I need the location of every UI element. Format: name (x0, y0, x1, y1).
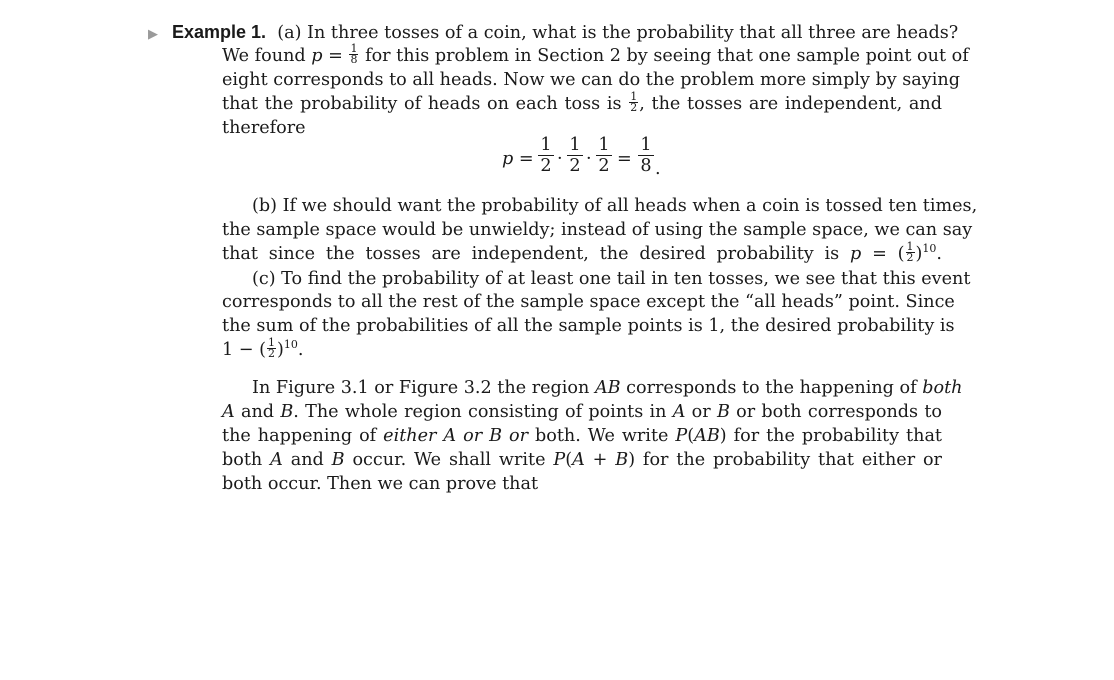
equation-period: . (655, 159, 661, 179)
fraction-one-half (267, 335, 276, 360)
text-segment: and (282, 450, 332, 470)
math-p: P (675, 426, 688, 446)
text-segment: 1 − (222, 340, 260, 360)
denominator: 8 (350, 52, 358, 66)
text-segment: for this problem in Section 2 by seeing that one sample point out of (359, 46, 969, 66)
text-segment: ) for the probability that either or (628, 450, 942, 470)
text-segment: ( (565, 450, 573, 470)
paragraph-line-4 (222, 448, 942, 472)
numerator: 1 (598, 135, 610, 155)
math-equals: = (322, 46, 349, 66)
denominator: 8 (640, 156, 652, 176)
fraction-one-half (629, 89, 638, 114)
numerator: 1 (906, 239, 914, 253)
equation-equals: = (617, 149, 632, 169)
math-a: A (572, 450, 585, 470)
text-segment: . The whole region consisting of points in (293, 402, 673, 422)
math-b: B (331, 450, 345, 470)
text-segment: occur. We shall write (344, 450, 554, 470)
denominator: 2 (268, 346, 275, 360)
math-b: B (615, 450, 629, 470)
text-segment: In Figure 3.1 or Figure 3.2 the region (252, 378, 595, 398)
denominator: 2 (906, 250, 914, 264)
part-b-line-2: the sample space would be unwieldy; instead of using the sample space, we can say (222, 220, 973, 240)
math-b: B (716, 402, 730, 422)
example-heading-line (148, 20, 959, 47)
paragraph-line-2 (222, 400, 942, 424)
part-c-line-4: 1 − ( $\frac{1}{2}$ )$^{10}$. (222, 335, 304, 360)
text-segment: . (936, 244, 942, 264)
emphasis: both (922, 378, 963, 398)
denominator: 2 (598, 156, 610, 176)
part-b-line-1: (b) If we should want the probability of all heads when a coin is tossed ten times, (252, 196, 978, 216)
text-segment: or (685, 402, 717, 422)
paragraph-line-1 (222, 376, 963, 400)
text-segment: or both corresponds to (729, 402, 942, 422)
exponent: 10 (283, 338, 298, 351)
math-ab: AB (594, 378, 621, 398)
emphasis: either A or B or (383, 426, 528, 446)
text-segment: and (234, 402, 281, 422)
math-ab: AB (694, 426, 720, 446)
numerator: 1 (640, 135, 652, 155)
text-segment: both (222, 450, 271, 470)
math-p: p (311, 46, 323, 66)
triangle-marker-icon: ▶ (148, 27, 158, 42)
part-c-line-1: (c) To find the probability of at least one tail in ten tosses, we see that this event (252, 269, 971, 289)
fraction-eighth (638, 135, 654, 176)
part-c-line-3: the sum of the probabilities of all the sample points is 1, the desired probability is (222, 316, 955, 336)
text-segment: We found (222, 46, 312, 66)
math-a: A (270, 450, 283, 470)
math-a: A (672, 402, 686, 422)
text-segment: that the probability of heads on each toss is (222, 94, 629, 114)
fraction-one-half (906, 239, 915, 264)
text-segment: . (297, 340, 304, 360)
fraction-one-eighth (349, 41, 358, 66)
text-segment: , the tosses are independent, and (639, 94, 942, 114)
text-segment: that since the tosses are independent, the desired probability is (222, 244, 850, 264)
paragraph-line-3 (222, 424, 942, 448)
text-segment: both. We write (528, 426, 676, 446)
example-title: Example 1. (172, 22, 267, 42)
text-segment: + (584, 450, 616, 470)
text-segment: ) for the probability that (719, 426, 942, 446)
text-segment: the happening of (222, 426, 384, 446)
numerator: 1 (350, 41, 358, 55)
text-segment: ( (687, 426, 695, 446)
exponent: 10 (922, 242, 937, 255)
fraction-half-3 (596, 135, 612, 176)
numerator: 1 (268, 335, 275, 349)
math-equals: = (861, 244, 898, 264)
part-c-line-2: corresponds to all the rest of the sample space except the “all heads” point. Since (222, 292, 955, 312)
part-a-question: (a) In three tosses of a coin, what is the probability that all three are heads? (277, 23, 959, 43)
paragraph-line-5: both occur. Then we can prove that (222, 474, 539, 494)
display-equation (0, 135, 1114, 185)
part-a-line-5: therefore (222, 118, 306, 138)
part-a-line-4 (222, 89, 942, 116)
text-segment: corresponds to the happening of (620, 378, 923, 398)
denominator: 2 (540, 156, 552, 176)
part-a-line-3: eight corresponds to all heads. Now we can do the problem more simply by saying (222, 70, 960, 90)
math-p: P (553, 450, 566, 470)
fraction-half-2 (567, 135, 583, 176)
math-p: p (850, 244, 862, 264)
part-b-line-3: that since the tosses are independent, the desired probability is p = ( $\frac{1}{2}$ )$^{10}$. (222, 239, 942, 264)
multiply-dot: · (557, 149, 563, 169)
numerator: 1 (630, 89, 638, 103)
equation-lhs: p = (502, 149, 534, 169)
math-a: A (222, 402, 235, 422)
numerator: 1 (540, 135, 552, 155)
part-a-line-2 (222, 41, 969, 68)
fraction-half-1 (538, 135, 554, 176)
denominator: 2 (630, 100, 638, 114)
multiply-dot: · (586, 149, 592, 169)
math-b: B (280, 402, 294, 422)
denominator: 2 (569, 156, 581, 176)
numerator: 1 (569, 135, 581, 155)
